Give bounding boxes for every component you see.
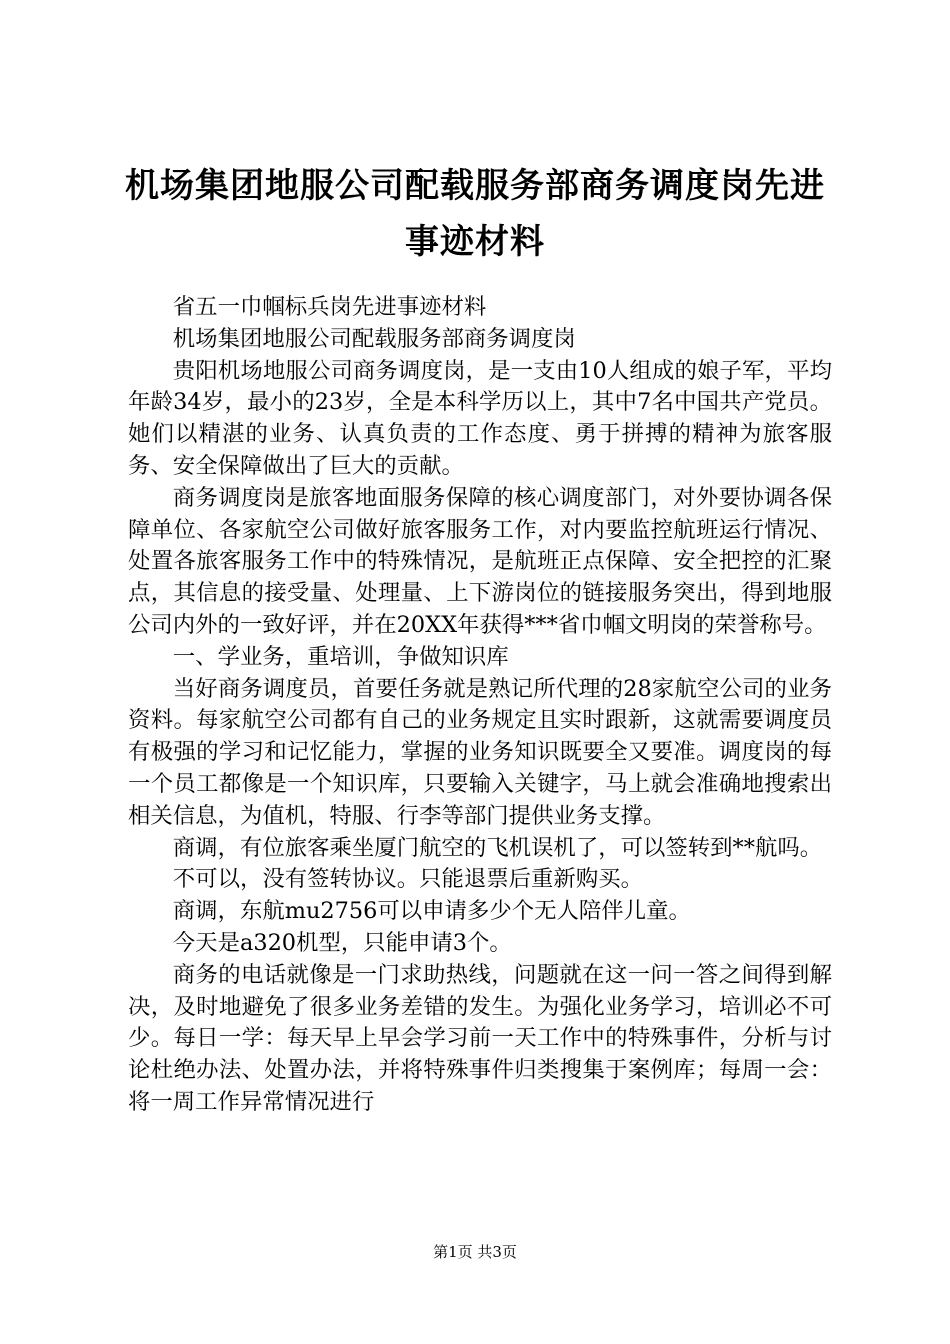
dialogue-paragraph: 商调，有位旅客乘坐厦门航空的飞机误机了，可以签转到**航吗。 xyxy=(172,834,823,861)
body-paragraph: 商务的电话就像是一门求助热线，问题就在这一问一答之间得到解决，及时地避免了很多业务差错的发生。为强化业务学习，培训必不可少。每日一学：每天早上早会学习前一天工作中的特殊事件，分析与讨论杜绝办法、处置办法，并将特殊事件归类搜集于案例库；每周一会：将一周工作异常情况进行 xyxy=(128,961,832,1115)
title-line-1: 机场集团地服公司配载服务部商务调度岗先进 xyxy=(125,166,825,206)
body-paragraph: 当好商务调度员，首要任务就是熟记所代理的28家航空公司的业务资料。每家航空公司都有自己的业务规定且实时跟新，这就需要调度员有极强的学习和记忆能力，掌握的业务知识既要全又要准。调度岗的每一个员工都像是一个知识库，只要输入关键字，马上就会准确地搜索出相关信息，为值机，特服、行李等部门提供业务支撑。 xyxy=(128,675,832,829)
body-paragraph: 贵阳机场地服公司商务调度岗，是一支由10人组成的娘子军，平均年龄34岁，最小的23岁，全是本科学历以上，其中7名中国共产党员。她们以精湛的业务、认真负责的工作态度、勇于拼搏的精神为旅客服务、安全保障做出了巨大的贡献。 xyxy=(128,357,832,479)
page-footer: 第1页 共3页 xyxy=(433,1243,517,1261)
document-title xyxy=(100,158,850,270)
subtitle-paragraph: 省五一巾帼标兵岗先进事迹材料 xyxy=(172,294,487,320)
body-paragraph: 商务调度岗是旅客地面服务保障的核心调度部门，对外要协调各保障单位、各家航空公司做好旅客服务工作，对内要监控航班运行情况、处置各旅客服务工作中的特殊情况，是航班正点保障、安全把控的汇聚点，其信息的接受量、处理量、上下游岗位的链接服务突出，得到地服公司内外的一致好评，并在20XX年获得***省巾帼文明岗的荣誉称号。 xyxy=(128,484,832,638)
department-paragraph: 机场集团地服公司配载服务部商务调度岗 xyxy=(172,325,576,352)
dialogue-paragraph: 商调，东航mu2756可以申请多少个无人陪伴儿童。 xyxy=(172,898,691,925)
document-body xyxy=(128,292,832,1119)
title-line-2: 事迹材料 xyxy=(405,222,545,262)
dialogue-paragraph: 今天是a320机型，只能申请3个。 xyxy=(172,929,512,956)
section-heading: 一、学业务，重培训，争做知识库 xyxy=(172,643,509,670)
dialogue-paragraph: 不可以，没有签转协议。只能退票后重新购买。 xyxy=(172,866,643,893)
